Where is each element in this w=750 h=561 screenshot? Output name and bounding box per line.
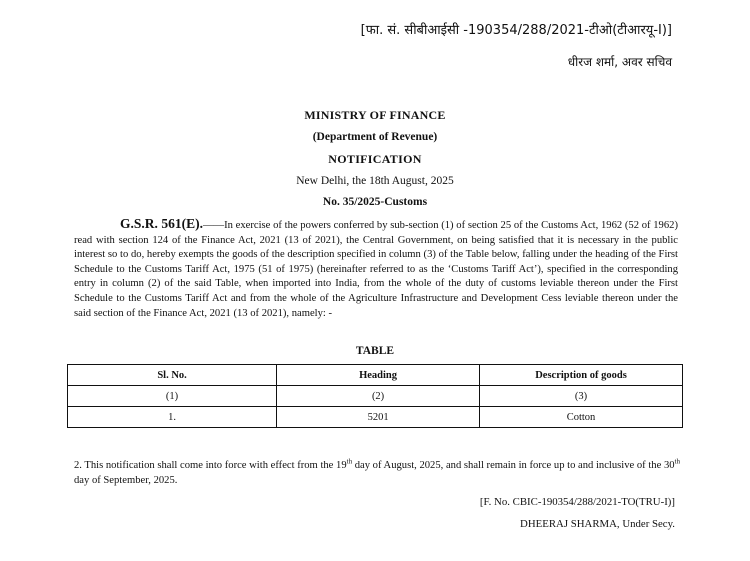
ministry-title: MINISTRY OF FINANCE [304,108,446,122]
table-cell-heading: 5201 [277,407,480,428]
gsr-number: G.S.R. 561(E). [120,216,203,231]
body-text: ——In exercise of the powers conferred by sub-section (1) of section 25 of the Customs Act, 1962 (52 of 1962) read with section 124 of the Finance Act, 2021 (13 of 2021), the Central Government, on being satisfied that it is necessary in the public interest so to do, hereby exempts the goods of the description specified in column (3) of the Table below, falling under the heading of the First Schedule to the Customs Tariff Act, 1975 (51 of 1975) (hereinafter referred to as the ‘Customs Tariff Act’), specified in the corresponding entry in column (2) of the said Table, when imported into India, from the whole of the duty of customs leviable thereon under the First Schedule to the Customs Tariff Act and from the whole of the Agriculture Infrastructure and Development Cess leviable thereon under the said section of the Finance Act, 2021 (13 of 2021), namely: - [74,220,678,319]
header-heading: Heading [277,365,480,386]
department-title: (Department of Revenue) [312,131,438,143]
table-column-number-row [68,386,683,407]
goods-table [67,364,683,428]
notification-number: No. 35/2025-Customs [322,196,428,208]
table-header-row [68,365,683,386]
table-cell-description: Cotton [480,407,683,428]
table-title: TABLE [355,345,395,357]
notification-title: NOTIFICATION [328,152,422,166]
column-number-cell: (2) [277,386,480,407]
column-number-cell: (3) [480,386,683,407]
hindi-file-reference: [फा. सं. सीबीआईसी -190354/288/2021-टीओ(टीआरयू-I)] [360,23,672,38]
commencement-paragraph: 2. This notification shall come into force with effect from the 19th day of August, 2025, and shall remain in force up to and inclusive of the 30th day of September, 2025. [74,457,680,486]
notification-body [74,217,678,321]
place-date: New Delhi, the 18th August, 2025 [296,175,454,187]
column-number-cell: (1) [68,386,277,407]
table-cell-sl-no: 1. [68,407,277,428]
signatory: DHEERAJ SHARMA, Under Secy. [520,518,675,530]
table-row [68,407,683,428]
header-sl-no: Sl. No. [68,365,277,386]
header-description: Description of goods [480,365,683,386]
file-number: [F. No. CBIC-190354/288/2021-TO(TRU-I)] [479,496,675,508]
hindi-signatory: धीरज शर्मा, अवर सचिव [567,55,672,69]
